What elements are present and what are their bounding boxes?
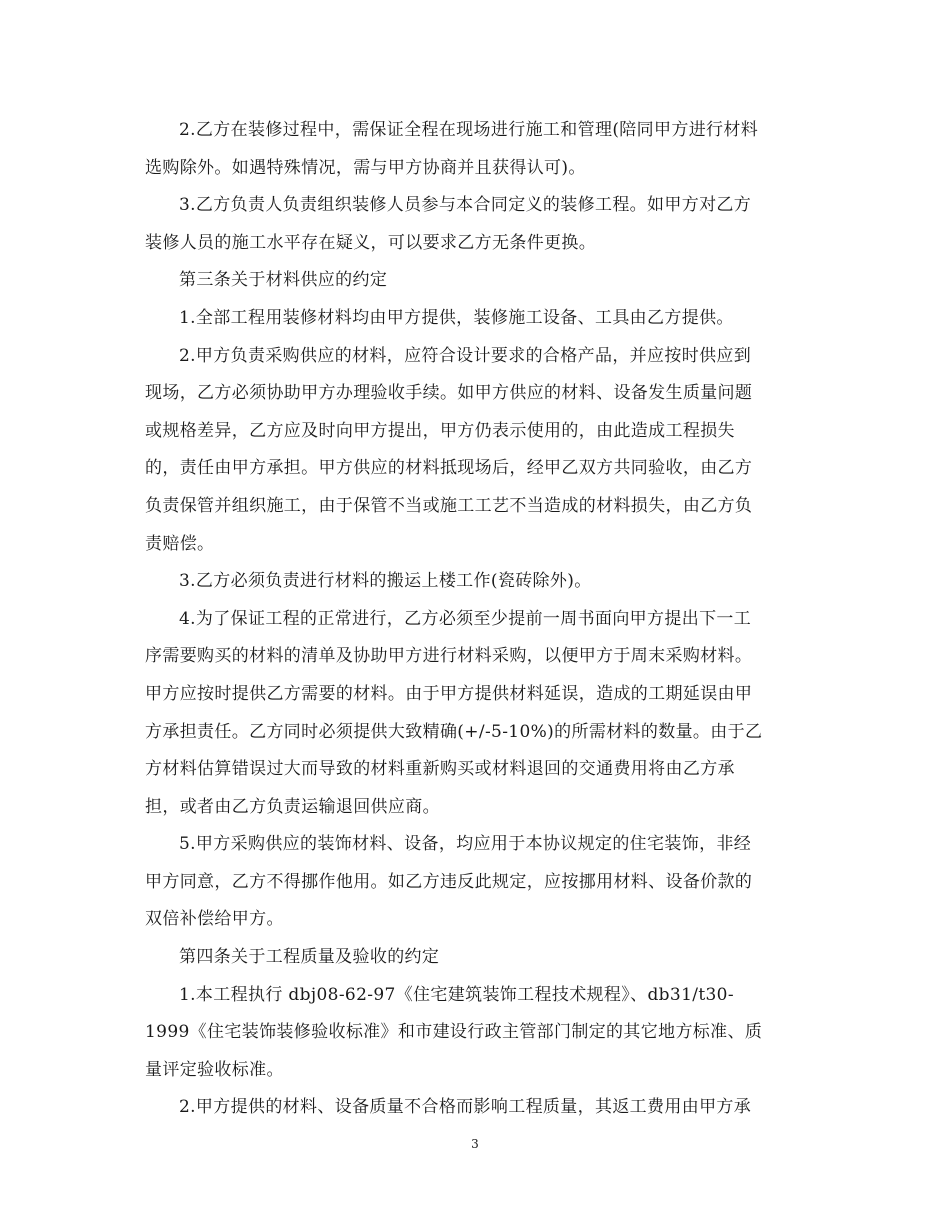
paragraph-line: 或规格差异，乙方应及时向甲方提出，甲方仍表示使用的，由此造成工程损失 xyxy=(145,420,735,441)
paragraph-line: 甲方同意，乙方不得挪作他用。如乙方违反此规定，应按挪用材料、设备价款的 xyxy=(145,871,753,892)
paragraph-first-line: 1.全部工程用装修材料均由甲方提供，装修施工设备、工具由乙方提供。 xyxy=(179,307,734,328)
paragraph-line: 现场，乙方必须协助甲方办理验收手续。如甲方供应的材料、设备发生质量问题 xyxy=(145,383,753,404)
page-number: 3 xyxy=(471,1137,479,1151)
paragraph-first-line: 2.乙方在装修过程中，需保证全程在现场进行施工和管理(陪同甲方进行材料 xyxy=(179,120,759,140)
paragraph-first-line: 2.甲方负责采购供应的材料，应符合设计要求的合格产品，并应按时供应到 xyxy=(179,345,752,366)
paragraph-line: 负责保管并组织施工，由于保管不当或施工工艺不当造成的材料损失，由乙方负 xyxy=(145,495,753,516)
paragraph-first-line: 3.乙方必须负责进行材料的搬运上楼工作(瓷砖除外)。 xyxy=(179,571,592,592)
paragraph-first-line: 1.本工程执行 dbj08-62-97《住宅建筑装饰工程技术规程》、db31/t30- xyxy=(179,984,734,1005)
paragraph-first-line: 第四条关于工程质量及验收的约定 xyxy=(179,947,440,968)
paragraph-line: 装修人员的施工水平存在疑义，可以要求乙方无条件更换。 xyxy=(145,232,597,253)
paragraph-line: 双倍补偿给甲方。 xyxy=(145,909,284,930)
paragraph-line: 1999《住宅装饰装修验收标准》和市建设行政主管部门制定的其它地方标准、质 xyxy=(145,1022,763,1043)
paragraph-line: 序需要购买的材料的清单及协助甲方进行材料采购，以便甲方于周末采购材料。 xyxy=(145,646,753,667)
paragraph-line: 甲方应按时提供乙方需要的材料。由于甲方提供材料延误，造成的工期延误由甲 xyxy=(145,683,753,704)
paragraph-line: 方材料估算错误过大而导致的材料重新购买或材料退回的交通费用将由乙方承 xyxy=(145,759,735,780)
document-body xyxy=(145,112,815,1127)
paragraph-first-line: 5.甲方采购供应的装饰材料、设备，均应用于本协议规定的住宅装饰，非经 xyxy=(179,834,752,855)
paragraph-first-line: 4.为了保证工程的正常进行，乙方必须至少提前一周书面向甲方提出下一工 xyxy=(179,608,752,629)
paragraph-line: 方承担责任。乙方同时必须提供大致精确(+/-5-10%)的所需材料的数量。由于乙 xyxy=(145,721,763,742)
paragraph-first-line: 2.甲方提供的材料、设备质量不合格而影响工程质量，其返工费用由甲方承 xyxy=(179,1097,752,1118)
paragraph-first-line: 3.乙方负责人负责组织装修人员参与本合同定义的装修工程。如甲方对乙方 xyxy=(179,195,752,216)
paragraph-first-line: 第三条关于材料供应的约定 xyxy=(179,270,388,291)
paragraph-line: 选购除外。如遇特殊情况，需与甲方协商并且获得认可)。 xyxy=(145,157,586,178)
paragraph-line: 的，责任由甲方承担。甲方供应的材料抵现场后，经甲乙双方共同验收，由乙方 xyxy=(145,458,753,479)
paragraph-line: 责赔偿。 xyxy=(145,533,215,554)
paragraph-line: 量评定验收标准。 xyxy=(145,1059,284,1080)
paragraph-line: 担，或者由乙方负责运输退回供应商。 xyxy=(145,796,440,817)
